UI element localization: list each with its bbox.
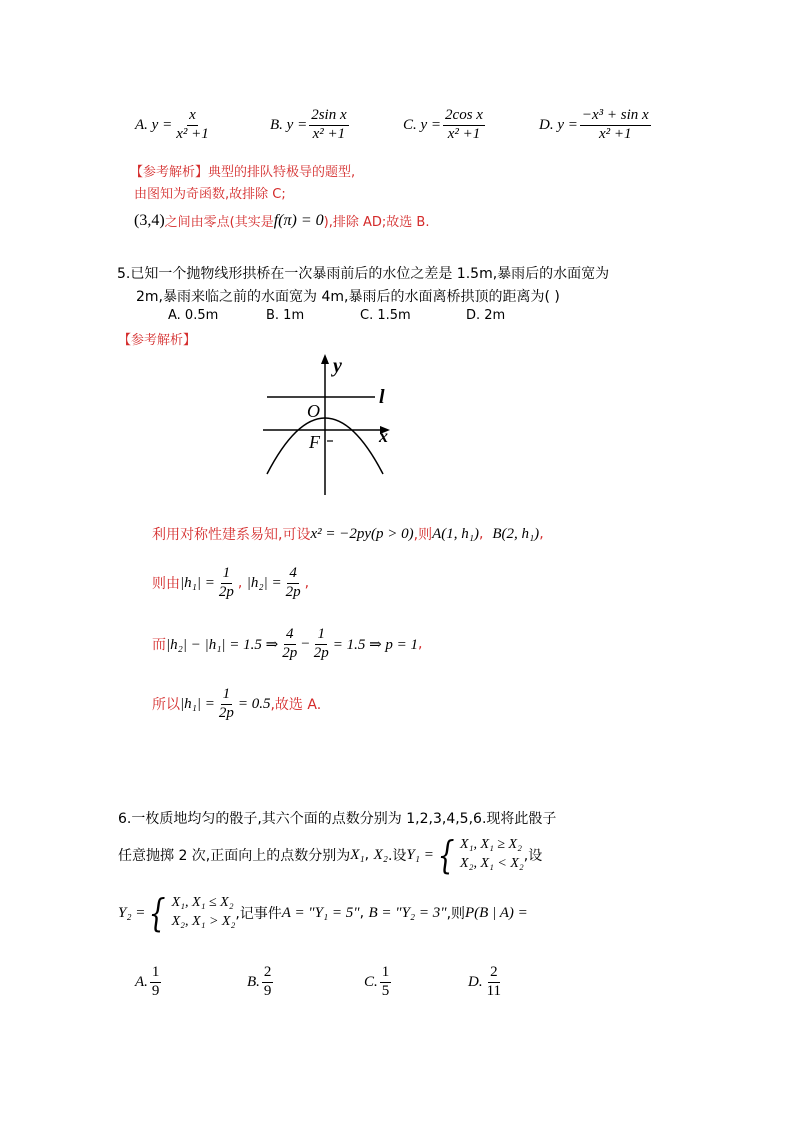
solution-text: ,: [539, 526, 544, 542]
math-lhs: |h₁| =: [180, 574, 215, 591]
solution-text: ,: [304, 575, 310, 592]
option-lhs: y =: [286, 116, 308, 133]
math-parabola-equation: x² = −2py(p > 0): [310, 525, 414, 542]
option-label: A.: [135, 116, 148, 133]
q6-stem-line2: [118, 833, 543, 877]
q4-analysis-line3: [134, 211, 429, 230]
fraction-denominator: 11: [486, 982, 502, 999]
option-label: B.: [270, 116, 283, 133]
fraction-denominator: x² +1: [312, 125, 346, 142]
q5-option-d[interactable]: D. 2m: [466, 308, 506, 323]
q6-option-a[interactable]: [135, 965, 163, 1000]
math-point-a: A(1, h₁): [432, 525, 479, 542]
q4-option-b[interactable]: [270, 108, 351, 143]
math-x1: X₁: [350, 846, 365, 863]
math-event-a: A = "Y₁ = 5": [281, 904, 360, 921]
fraction-numerator: 1: [380, 965, 392, 983]
solution-text: 则由: [152, 576, 180, 593]
solution-text: 而: [152, 637, 166, 654]
q5-solution-line4: [152, 687, 321, 722]
fraction-numerator: 2: [488, 965, 500, 983]
brace-icon: {: [437, 833, 455, 877]
fraction-numerator: 1: [221, 566, 233, 584]
q5-stem-line1: 5.已知一个抛物线形拱桥在一次暴雨前后的水位之差是 1.5m,暴雨后的水面宽为: [117, 266, 610, 282]
q4-analysis-line1: [130, 161, 355, 180]
math-rhs: = 1.5 ⇒ p = 1: [332, 636, 419, 653]
fraction-denominator: 2p: [218, 583, 234, 600]
option-label: A.: [135, 973, 148, 990]
fraction-denominator: 2p: [282, 644, 298, 661]
fraction-numerator: −x³ + sin x: [580, 108, 651, 126]
label-x: x: [379, 426, 388, 446]
option-lhs: y =: [557, 116, 578, 133]
q5-solution-line2: [152, 566, 309, 601]
q6-option-d[interactable]: [468, 965, 505, 1000]
q6-stem-line3: [118, 891, 528, 935]
stem-text: 任意抛掷 2 次,正面向上的点数分别为: [118, 848, 351, 864]
option-label: D.: [468, 973, 483, 990]
parabola-figure: [255, 350, 405, 500]
fraction-numerator: 2sin x: [309, 108, 348, 126]
math-rhs: = 0.5: [237, 695, 271, 712]
stem-text: .设: [387, 848, 407, 864]
solution-text: 利用对称性建系易知,可设: [152, 527, 311, 543]
label-l: l: [379, 386, 385, 408]
fraction-numerator: 2: [262, 965, 274, 983]
case-line: X₁, X₁ ≥ X₂: [460, 837, 522, 853]
y2-piecewise: [145, 891, 236, 935]
q6-option-b[interactable]: [247, 965, 275, 1000]
fraction-denominator: 9: [263, 982, 272, 999]
math-y2-lhs: Y₂ =: [118, 904, 146, 921]
q5-option-a[interactable]: A. 0.5m: [168, 308, 219, 323]
stem-text: ,设: [523, 848, 543, 864]
stem-text: ,则: [446, 906, 466, 922]
fraction-denominator: 2p: [313, 644, 329, 661]
math-event-b: B = "Y₂ = 3": [368, 904, 447, 921]
stem-text: ,: [364, 847, 370, 863]
math-y1-lhs: Y₁ =: [406, 846, 434, 863]
fraction-denominator: x² +1: [176, 125, 209, 142]
analysis-text: 典型的排队特极导的题型,: [208, 165, 356, 180]
analysis-tag: 【参考解析】: [130, 165, 209, 180]
option-lhs: y =: [420, 116, 442, 133]
fraction-denominator: 5: [381, 982, 390, 999]
option-label: B.: [247, 973, 260, 990]
fraction-numerator: 4: [287, 566, 299, 584]
brace-icon: {: [149, 891, 166, 935]
solution-text: ,: [418, 636, 423, 653]
q4-option-a[interactable]: [135, 108, 213, 143]
q5-solution-line1: [152, 524, 544, 544]
option-label: C.: [364, 973, 378, 990]
label-focus: F: [309, 432, 320, 452]
math-x2: X₂: [373, 846, 388, 863]
fraction-denominator: x² +1: [599, 125, 632, 142]
math-lhs: |h₁| =: [180, 695, 215, 712]
label-y: y: [333, 355, 342, 377]
analysis-text: 之间由零点(其实是: [164, 215, 274, 230]
fraction-denominator: 2p: [285, 583, 301, 600]
solution-text: ,故选 A.: [270, 697, 322, 714]
math-lhs: |h₂| − |h₁| = 1.5 ⇒: [166, 636, 279, 653]
stem-text: ,记事件: [235, 906, 282, 922]
q5-option-c[interactable]: C. 1.5m: [360, 308, 411, 323]
option-label: C.: [403, 116, 417, 133]
solution-text: ,: [478, 526, 484, 542]
q6-stem-line1: 6.一枚质地均匀的骰子,其六个面的点数分别为 1,2,3,4,5,6.现将此骰子: [118, 811, 557, 827]
fraction-numerator: 1: [150, 965, 162, 983]
case-line: X₂, X₁ > X₂: [171, 914, 236, 929]
math-point-b: B(2, h₁): [492, 525, 540, 542]
fraction-numerator: 2cos x: [443, 108, 485, 126]
q5-analysis-tag: 【参考解析】: [118, 333, 197, 348]
y-axis-arrow: [321, 354, 329, 364]
option-lhs: y =: [151, 116, 173, 133]
q5-stem-line2: 2m,暴雨来临之前的水面宽为 4m,暴雨后的水面离桥拱顶的距离为( ): [136, 289, 560, 305]
y1-piecewise: [434, 833, 524, 877]
fraction-numerator: 4: [284, 627, 296, 645]
fraction-numerator: 1: [221, 687, 233, 705]
q6-option-c[interactable]: [364, 965, 393, 1000]
q5-solution-line3: [152, 627, 422, 662]
math-zero: f(π) = 0: [273, 211, 324, 229]
solution-text: ,则: [413, 527, 433, 543]
fraction-denominator: 9: [151, 982, 160, 999]
analysis-text: ),排除 AD;故选 B.: [323, 215, 430, 230]
solution-text: 所以: [152, 697, 180, 714]
fraction-numerator: x: [187, 108, 198, 126]
q4-analysis-line2: 由图知为奇函数,故排除 C;: [134, 187, 286, 202]
option-label: D.: [539, 116, 554, 133]
math-operator: −: [301, 635, 310, 652]
stem-text: ,: [359, 905, 365, 921]
label-origin: O: [307, 401, 320, 421]
math-probability: P(B | A) =: [465, 904, 528, 921]
fraction-denominator: 2p: [218, 704, 234, 721]
math-interval: (3,4): [134, 211, 165, 229]
fraction-numerator: 1: [315, 627, 327, 645]
solution-text: ,: [237, 575, 243, 592]
case-line: X₁, X₁ ≤ X₂: [171, 895, 234, 911]
q5-option-b[interactable]: B. 1m: [266, 308, 305, 323]
q4-option-d[interactable]: [539, 108, 653, 143]
case-line: X₂, X₁ < X₂: [460, 856, 524, 871]
fraction-denominator: x² +1: [447, 125, 481, 142]
math-lhs: |h₂| =: [246, 574, 282, 591]
q4-option-c[interactable]: [403, 108, 487, 143]
